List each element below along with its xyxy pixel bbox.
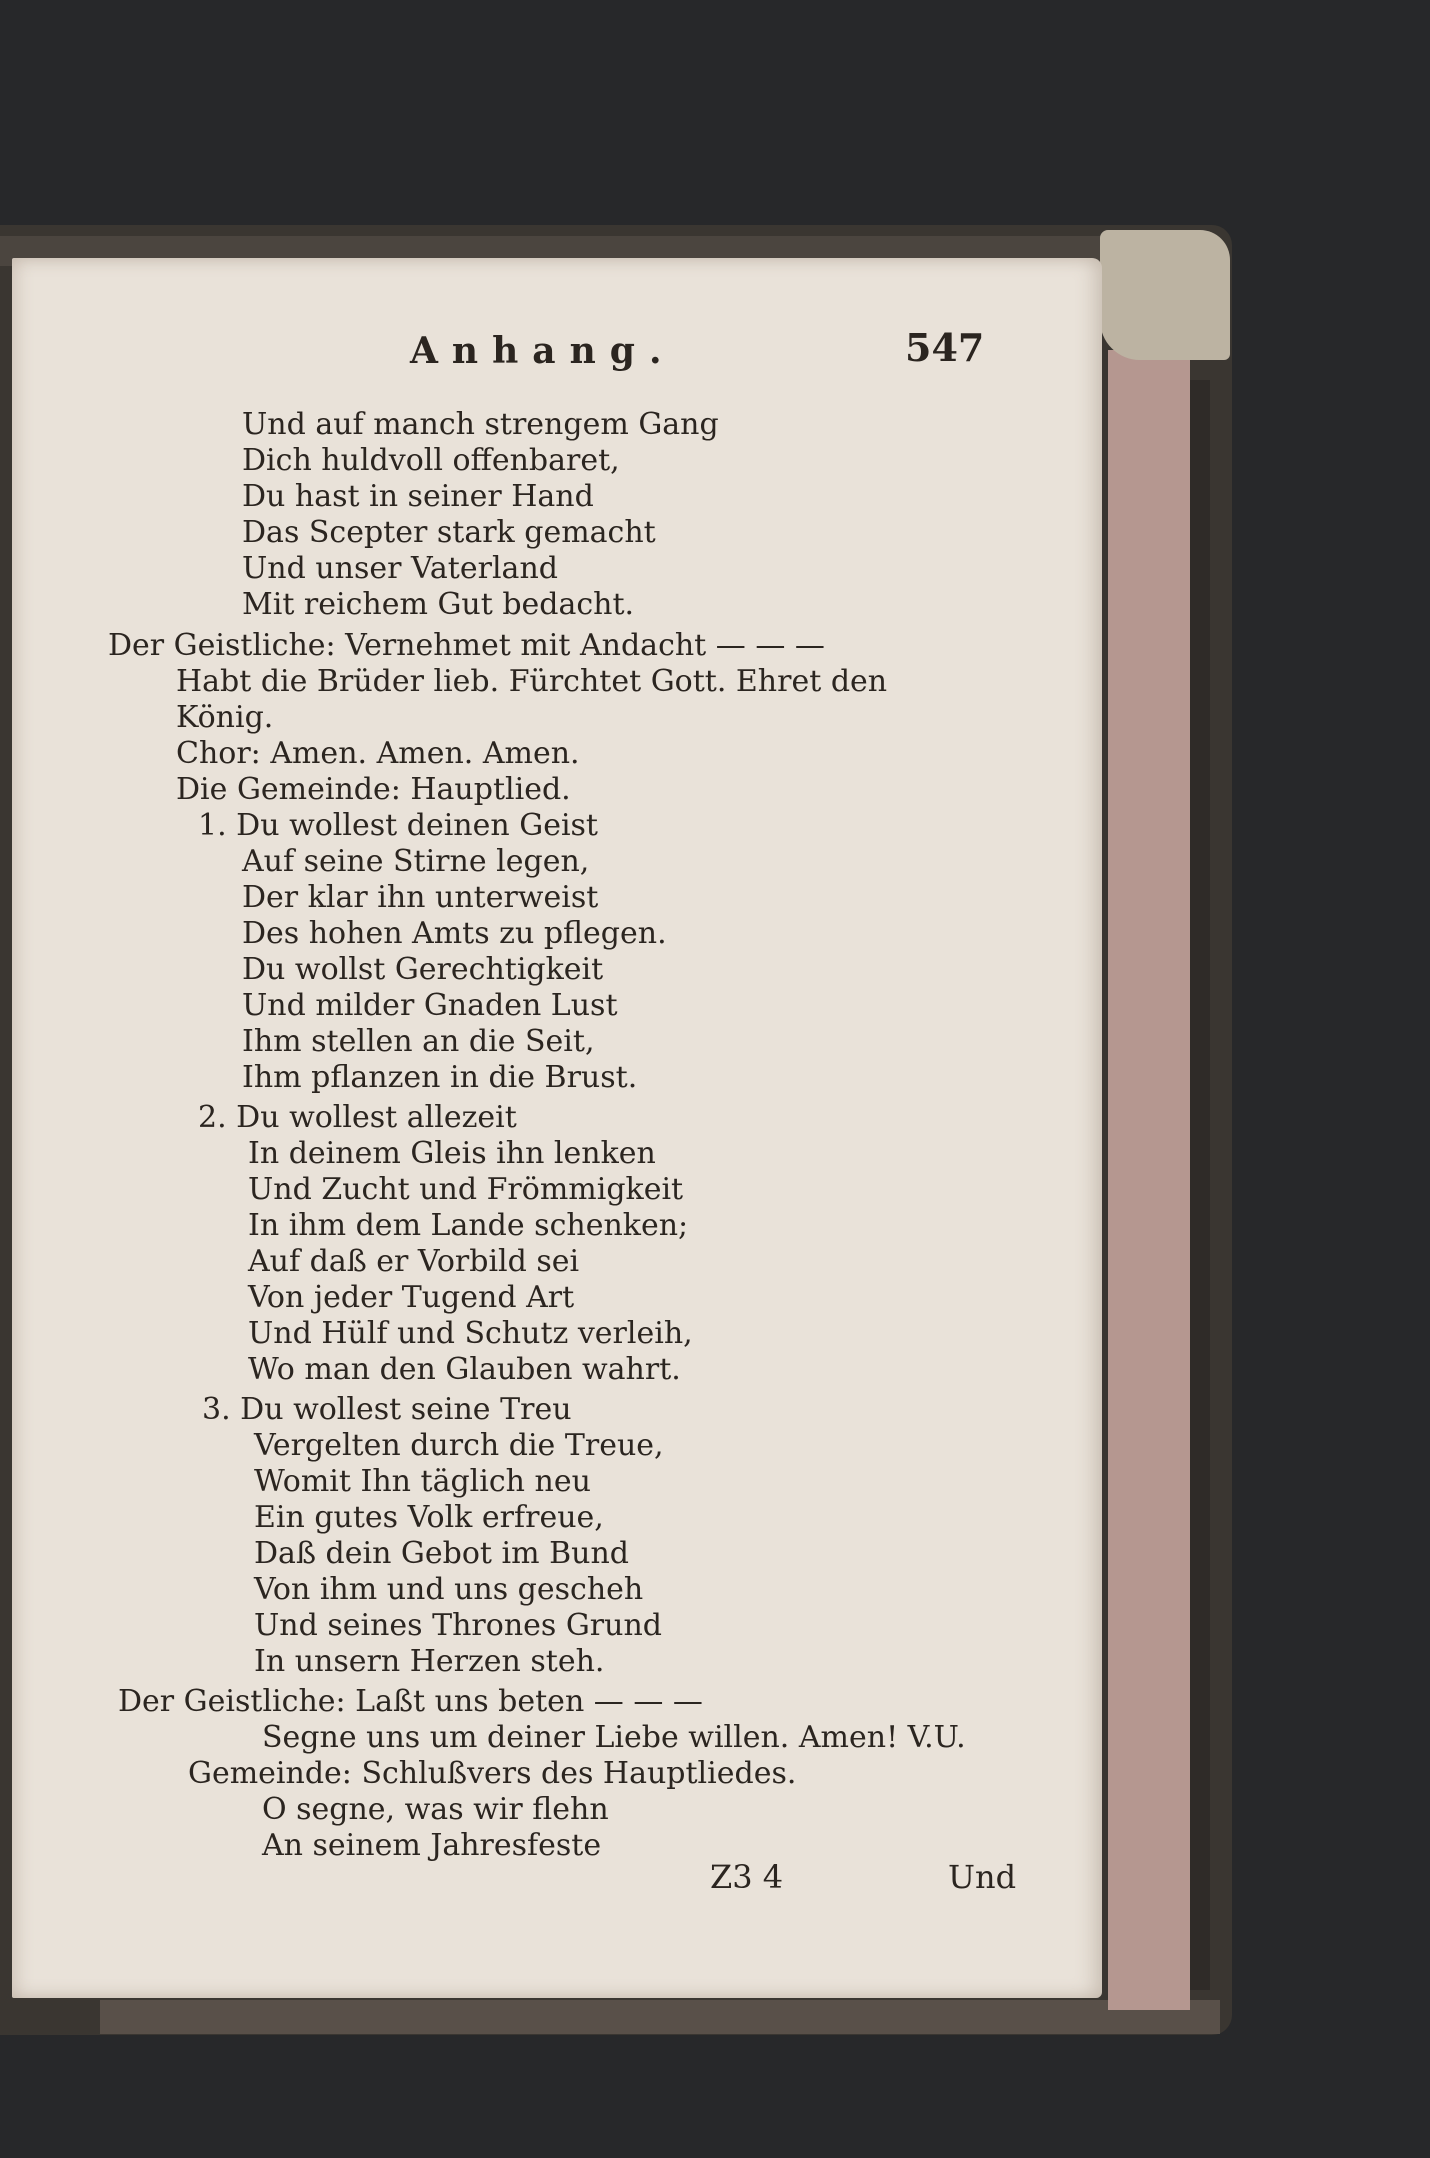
- verse-line: Auf seine Stirne legen,: [242, 844, 590, 879]
- speaker-line: Gemeinde: Schlußvers des Hauptliedes.: [188, 1756, 797, 1791]
- verse-line: In unsern Herzen steh.: [254, 1644, 605, 1679]
- page-number: 547: [905, 325, 985, 370]
- cover-edge-bottom: [100, 2000, 1220, 2034]
- verse-line: Und seines Thrones Grund: [254, 1608, 662, 1643]
- verse-line: Und Hülf und Schutz verleih,: [248, 1316, 693, 1351]
- speaker-line: Chor: Amen. Amen. Amen.: [176, 736, 580, 771]
- catchword: Und: [948, 1858, 1017, 1896]
- text-line: Mit reichem Gut bedacht.: [242, 587, 635, 622]
- verse-line: Auf daß er Vorbild sei: [248, 1244, 580, 1279]
- text-line: Habt die Brüder lieb. Fürchtet Gott. Ehret den: [176, 664, 888, 699]
- verse-line: Des hohen Amts zu pflegen.: [242, 916, 667, 951]
- verse-line: O segne, was wir flehn: [262, 1792, 609, 1827]
- verse-line: 3. Du wollest seine Treu: [202, 1392, 572, 1427]
- verse-line: Von ihm und uns gescheh: [254, 1572, 644, 1607]
- text-line: Und auf manch strengem Gang: [242, 407, 719, 442]
- text-line: Segne uns um deiner Liebe willen. Amen! V.U.: [262, 1720, 966, 1755]
- verse-line: Ihm pflanzen in die Brust.: [242, 1060, 638, 1095]
- verse-line: Von jeder Tugend Art: [248, 1280, 575, 1315]
- verse-line: 1. Du wollest deinen Geist: [198, 808, 598, 843]
- running-header: Anhang.: [410, 330, 676, 372]
- endpaper-strip: [1108, 350, 1190, 2010]
- verse-line: Vergelten durch die Treue,: [254, 1428, 664, 1463]
- verse-line: Ein gutes Volk erfreue,: [254, 1500, 604, 1535]
- verse-line: In ihm dem Lande schenken;: [248, 1208, 689, 1243]
- text-line: Und unser Vaterland: [242, 551, 558, 586]
- verse-line: Und Zucht und Frömmigkeit: [248, 1172, 684, 1207]
- text-line: Du hast in seiner Hand: [242, 479, 594, 514]
- speaker-line: Der Geistliche: Laßt uns beten — — —: [118, 1684, 703, 1719]
- verse-line: Du wollst Gerechtigkeit: [242, 952, 604, 987]
- verse-line: Der klar ihn unterweist: [242, 880, 599, 915]
- speaker-line: Die Gemeinde: Hauptlied.: [176, 772, 571, 807]
- text-line: König.: [176, 700, 274, 735]
- speaker-line: Der Geistliche: Vernehmet mit Andacht — — —: [108, 628, 825, 663]
- verse-line: An seinem Jahresfeste: [262, 1828, 602, 1863]
- text-line: Dich huldvoll offenbaret,: [242, 443, 620, 478]
- signature-mark: Z3 4: [710, 1858, 784, 1896]
- verse-line: Ihm stellen an die Seit,: [242, 1024, 595, 1059]
- verse-line: In deinem Gleis ihn lenken: [248, 1136, 656, 1171]
- verse-line: Daß dein Gebot im Bund: [254, 1536, 629, 1571]
- verse-line: Wo man den Glauben wahrt.: [248, 1352, 681, 1387]
- torn-corner: [1100, 230, 1230, 360]
- spine-edge: [1190, 380, 1210, 1990]
- verse-line: Womit Ihn täglich neu: [254, 1464, 591, 1499]
- verse-line: 2. Du wollest allezeit: [198, 1100, 517, 1135]
- verse-line: Und milder Gnaden Lust: [242, 988, 618, 1023]
- text-line: Das Scepter stark gemacht: [242, 515, 656, 550]
